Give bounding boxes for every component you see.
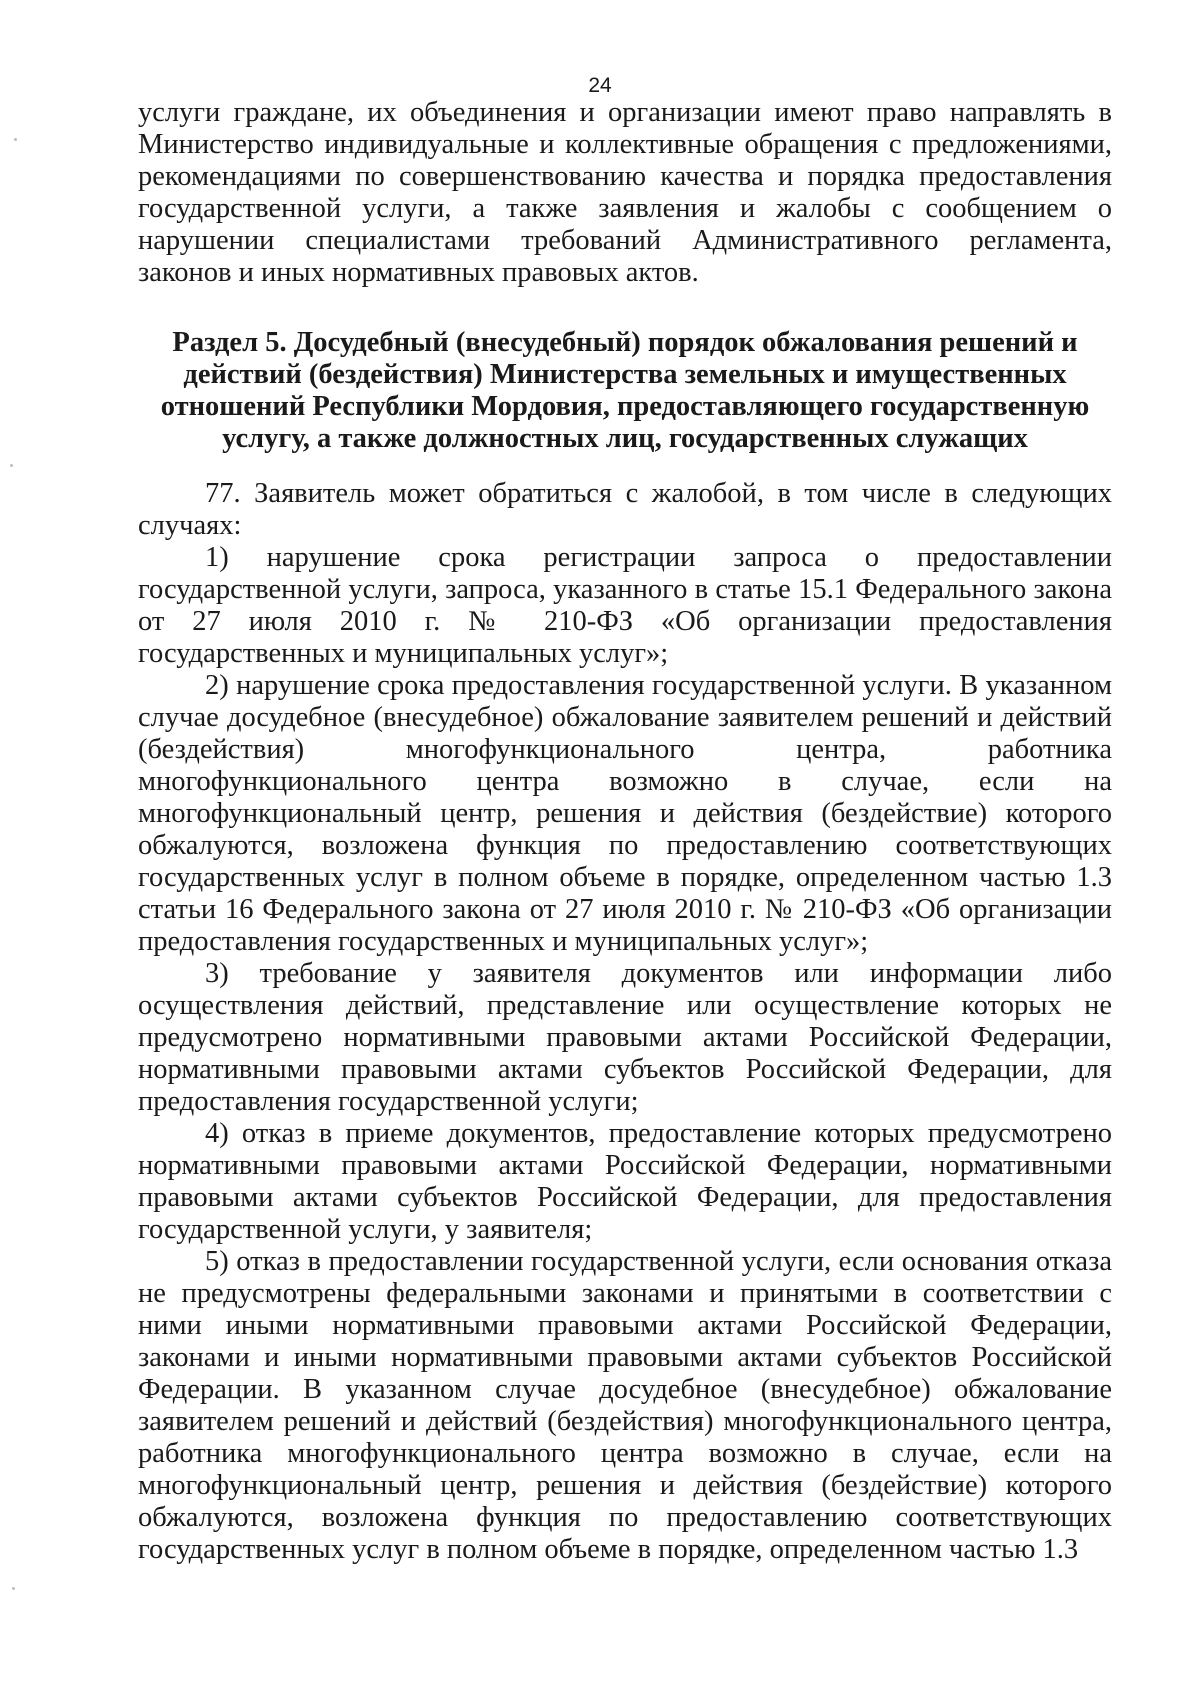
page-content [138, 97, 1112, 1566]
scan-speck [10, 464, 13, 467]
complaint-cases [138, 478, 1112, 1566]
paragraph-77: 77. Заявитель может обратиться с жалобой, в том числе в следующих случаях: [138, 478, 1112, 541]
page-number: 24 [588, 74, 612, 97]
intro-paragraph: услуги граждане, их объединения и организации имеют право направлять в Министерство индивидуальные и коллективные обращения с предложениями, рекомендациями по совершенствованию качества и порядка предоставления государственной услуги, а также заявления и жалобы с сообщением о нарушении специалистами требований Административного регламента, законов и иных нормативных правовых актов. [138, 97, 1112, 288]
list-item: 2) нарушение срока предоставления государственной услуги. В указанном случае досудебное (внесудебное) обжалование заявителем решений и действий (бездействия) многофункционального центра, работника многофункционального центра возможно в случае, если на многофункциональный центр, решения и действия (бездействие) которого обжалуются, возложена функция по предоставлению соответствующих государственных услуг в полном объеме в порядке, определенном частью 1.3 статьи 16 Федерального закона от 27 июля 2010 г. № 210-ФЗ «Об организации предоставления государственных и муниципальных услуг»; [138, 670, 1112, 957]
list-item: 5) отказ в предоставлении государственной услуги, если основания отказа не предусмотрены федеральными законами и принятыми в соответствии с ними иными нормативными правовыми актами Российской Федерации, законами и иными нормативными правовыми актами субъектов Российской Федерации. В указанном случае досудебное (внесудебное) обжалование заявителем решений и действий (бездействия) многофункционального центра, работника многофункционального центра возможно в случае, если на многофункциональный центр, решения и действия (бездействие) которого обжалуются, возложена функция по предоставлению соответствующих государственных услуг в полном объеме в порядке, определенном частью 1.3 [138, 1246, 1112, 1565]
list-item: 3) требование у заявителя документов или информации либо осуществления действий, представление или осуществление которых не предусмотрено нормативными правовыми актами Российской Федерации, нормативными правовыми актами субъектов Российской Федерации, для предоставления государственной услуги; [138, 958, 1112, 1117]
section-heading: Раздел 5. Досудебный (внесудебный) порядок обжалования решений и действий (бездействия) Министерства земельных и имущественных отношений Республики Мордовия, предоставляющего государственную услугу, а также должностных лиц, государственных служащих [160, 327, 1090, 454]
list-item: 1) нарушение срока регистрации запроса о предоставлении государственной услуги, запроса, указанного в статье 15.1 Федерального закона от 27 июля 2010 г. № 210-ФЗ «Об организации предоставления государственных и муниципальных услуг»; [138, 542, 1112, 669]
list-item: 4) отказ в приеме документов, предоставление которых предусмотрено нормативными правовыми актами Российской Федерации, нормативными правовыми актами субъектов Российской Федерации, для предоставления государственной услуги, у заявителя; [138, 1118, 1112, 1245]
scan-speck [12, 1587, 15, 1590]
scan-speck [14, 138, 17, 141]
